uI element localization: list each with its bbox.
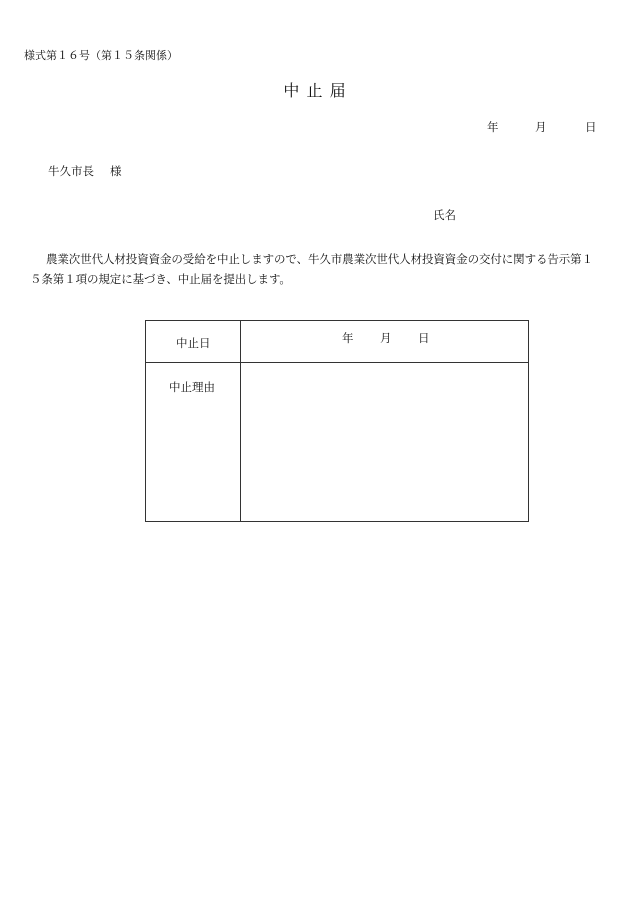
stop-date-field[interactable] (342, 330, 430, 346)
addressee-suffix: 様 (110, 164, 122, 178)
document-title: 中 止 届 (283, 81, 347, 100)
stop-reason-field[interactable] (242, 364, 526, 519)
date-day-label: 日 (585, 120, 597, 134)
applicant-name-label: 氏名 (433, 208, 456, 222)
stop-date-year-label: 年 (342, 331, 354, 345)
stop-date-label: 中止日 (176, 336, 211, 350)
table-column-divider (240, 321, 241, 521)
date-year-label: 年 (487, 120, 499, 134)
submission-date-line (487, 119, 597, 135)
stop-date-month-label: 月 (380, 331, 392, 345)
body-text: 農業次世代人材投資資金の受給を中止しますので、牛久市農業次世代人材投資資金の交付に関する告示第１５条第１項の規定に基づき、中止届を提出します。 (30, 252, 593, 286)
addressee (48, 163, 122, 179)
stop-reason-label: 中止理由 (169, 380, 215, 394)
stop-date-day-label: 日 (418, 331, 430, 345)
date-month-label: 月 (535, 120, 547, 134)
table-row-divider (146, 362, 528, 363)
form-number: 様式第１６号（第１５条関係） (24, 49, 178, 62)
addressee-name: 牛久市長 (48, 164, 94, 178)
stop-details-table (145, 320, 529, 522)
